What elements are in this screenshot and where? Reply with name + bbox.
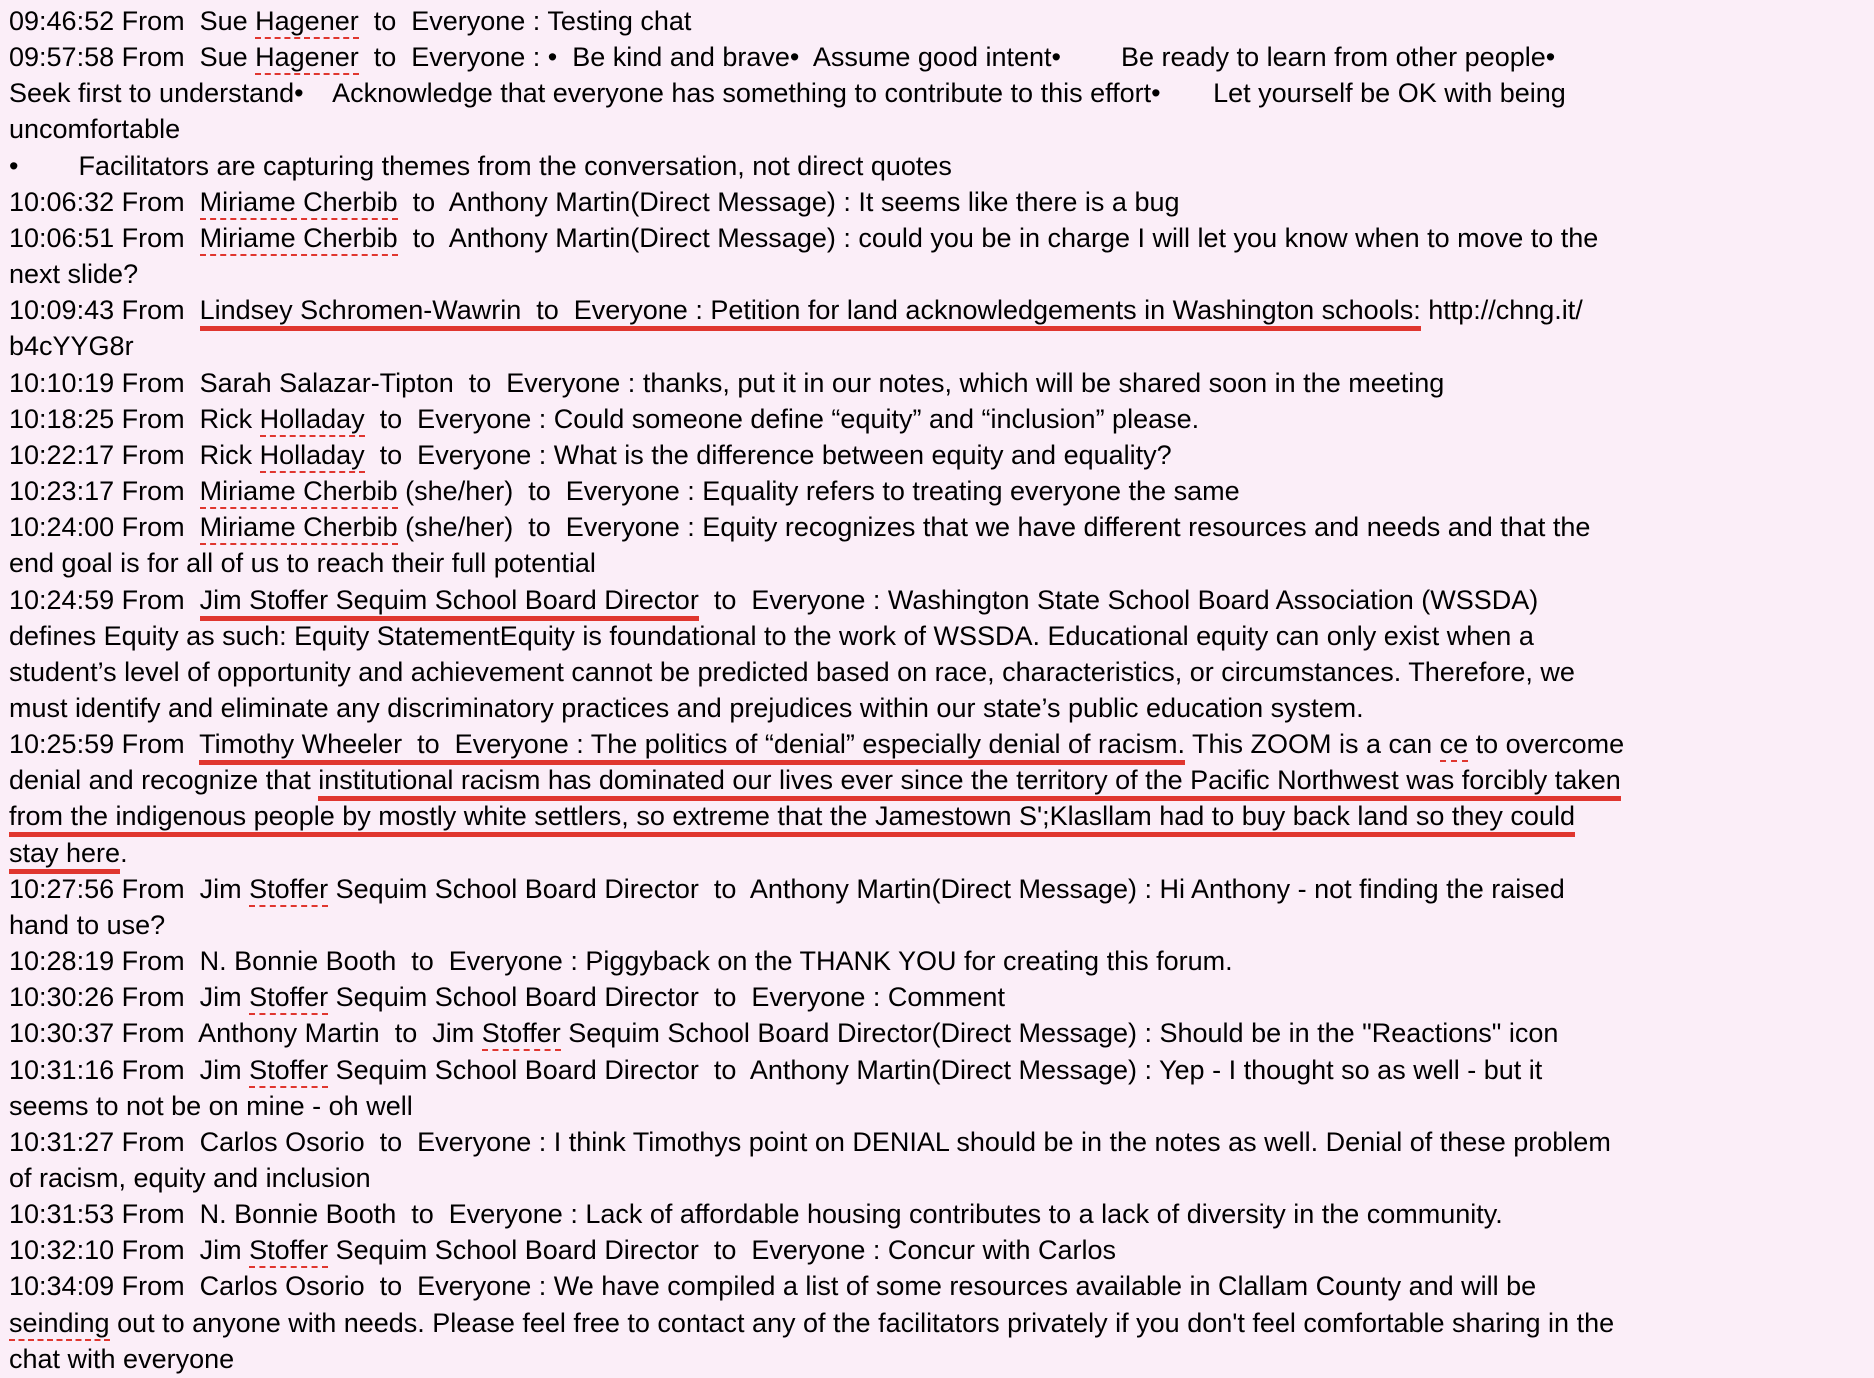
chat-line xyxy=(9,292,1866,328)
chat-line xyxy=(9,401,1866,437)
text-segment: to Everyone : What is the difference between equity and equality? xyxy=(364,439,1172,470)
text-segment: uncomfortable xyxy=(9,114,181,145)
text-segment: 10:30:26 From Jim xyxy=(9,982,250,1013)
text-segment: seems to not be on mine - oh well xyxy=(9,1090,413,1121)
misspelled-text: ce xyxy=(1440,729,1469,762)
text-segment: to Everyone : Testing chat xyxy=(358,6,692,36)
text-segment: 10:18:25 From Rick xyxy=(9,403,260,434)
text-segment: 10:30:37 From Anthony Martin to Jim xyxy=(9,1018,482,1049)
misspelled-text: Miriame Cherbib xyxy=(200,476,398,509)
chat-line xyxy=(9,1088,1866,1124)
text-segment: next slide? xyxy=(9,259,139,290)
chat-line xyxy=(9,690,1866,726)
text-segment: http://chng.it/ xyxy=(1420,295,1583,326)
text-segment: 10:27:56 From Jim xyxy=(9,873,250,904)
text-segment: 10:34:09 From Carlos Osorio to Everyone : We have compiled a list of some resources available in Clallam County and will be xyxy=(9,1271,1537,1302)
text-segment: This ZOOM is a can xyxy=(1185,729,1440,760)
chat-line xyxy=(9,871,1866,907)
misspelled-text: Stoffer xyxy=(249,1055,328,1088)
text-segment: to Anthony Martin(Direct Message) : It seems like there is a bug xyxy=(397,186,1180,217)
chat-line xyxy=(9,654,1866,690)
text-segment: 10:06:32 From xyxy=(9,186,200,217)
chat-line xyxy=(9,184,1866,220)
chat-line xyxy=(9,1124,1866,1160)
chat-line xyxy=(9,1341,1866,1377)
chat-line xyxy=(9,473,1866,509)
chat-line xyxy=(9,220,1866,256)
text-segment: . xyxy=(120,837,128,868)
text-segment: 10:24:59 From xyxy=(9,584,200,615)
text-segment: 10:23:17 From xyxy=(9,476,200,507)
text-segment: to overcome xyxy=(1468,729,1625,760)
text-segment: 10:25:59 From xyxy=(9,729,200,760)
text-segment: Sequim School Board Director(Direct Message) : Should be in the "Reactions" icon xyxy=(560,1018,1559,1049)
chat-line xyxy=(9,618,1866,654)
misspelled-text: Holladay xyxy=(260,440,365,473)
misspelled-text: seinding xyxy=(9,1308,110,1341)
chat-line xyxy=(9,256,1866,292)
text-segment: (she/her) to Everyone : Equality refers to treating everyone the same xyxy=(397,476,1240,507)
text-segment: 10:10:19 From Sarah Salazar-Tipton to Everyone : thanks, put it in our notes, which will be shared soon in the meeting xyxy=(9,367,1445,398)
text-segment: defines Equity as such: Equity StatementEquity is foundational to the work of WSSDA. Educational equity can only exist when a xyxy=(9,620,1534,651)
chat-line xyxy=(9,39,1866,75)
chat-line xyxy=(9,798,1866,834)
text-segment: 10:32:10 From Jim xyxy=(9,1235,250,1266)
text-segment: 10:24:00 From xyxy=(9,512,200,543)
chat-line xyxy=(9,545,1866,581)
chat-line xyxy=(9,1196,1866,1232)
chat-line xyxy=(9,1232,1866,1268)
text-segment: hand to use? xyxy=(9,909,166,940)
text-segment: 10:31:27 From Carlos Osorio to Everyone : I think Timothys point on DENIAL should be in the notes as well. Denial of these problem xyxy=(9,1126,1611,1157)
text-segment: student’s level of opportunity and achievement cannot be predicted based on race, characteristics, or circumstances. Therefore, we xyxy=(9,656,1575,687)
chat-line xyxy=(9,943,1866,979)
red-underlined-text: Timothy Wheeler to Everyone : The politics of “denial” especially denial of racism. xyxy=(199,729,1185,765)
text-segment: end goal is for all of us to reach their full potential xyxy=(9,548,596,579)
text-segment: 10:09:43 From xyxy=(9,295,200,326)
text-segment: Sequim School Board Director to Anthony Martin(Direct Message) : Hi Anthony - not finding the raised xyxy=(328,873,1565,904)
chat-line xyxy=(9,365,1866,401)
chat-line xyxy=(9,111,1866,147)
red-underlined-text: Jim Stoffer Sequim School Board Director xyxy=(200,585,699,621)
chat-line xyxy=(9,907,1866,943)
chat-line xyxy=(9,979,1866,1015)
text-segment: 10:31:53 From N. Bonnie Booth to Everyone : Lack of affordable housing contributes to a lack of diversity in the community. xyxy=(9,1199,1503,1230)
text-segment: b4cYYG8r xyxy=(9,331,134,362)
chat-line xyxy=(9,835,1866,871)
red-underlined-text: institutional racism has dominated our lives ever since the territory of the Pacific Northwest was forcibly taken xyxy=(318,765,1621,801)
chat-line xyxy=(9,1015,1866,1051)
text-segment: 10:22:17 From Rick xyxy=(9,439,260,470)
text-segment: to Everyone : Could someone define “equity” and “inclusion” please. xyxy=(364,403,1200,434)
text-segment: (she/her) to Everyone : Equity recognizes that we have different resources and needs and that the xyxy=(397,512,1591,543)
misspelled-text: Stoffer xyxy=(249,1235,328,1268)
misspelled-text: Miriame Cherbib xyxy=(200,187,398,220)
misspelled-text: Miriame Cherbib xyxy=(200,512,398,545)
chat-line xyxy=(9,75,1866,111)
red-underlined-text: from the indigenous people by mostly white settlers, so extreme that the Jamestown S';Klasllam had to buy back land so they could xyxy=(9,801,1575,837)
misspelled-text: Hagener xyxy=(255,42,359,75)
chat-line xyxy=(9,726,1866,762)
text-segment: 10:31:16 From Jim xyxy=(9,1054,250,1085)
text-segment: Seek first to understand• Acknowledge that everyone has something to contribute to this effort• Let yourself be OK with being xyxy=(9,78,1566,109)
text-segment: 09:46:52 From Sue xyxy=(9,6,256,36)
chat-line xyxy=(9,3,1866,39)
text-segment: to Everyone : • Be kind and brave• Assume good intent• Be ready to learn from other people• xyxy=(358,42,1556,73)
chat-line xyxy=(9,762,1866,798)
red-underlined-text: stay here xyxy=(9,838,120,874)
chat-line xyxy=(9,148,1866,184)
text-segment: to Everyone : Washington State School Board Association (WSSDA) xyxy=(698,584,1539,615)
misspelled-text: Stoffer xyxy=(249,982,328,1015)
misspelled-text: Stoffer xyxy=(249,874,328,907)
text-segment: of racism, equity and inclusion xyxy=(9,1163,371,1193)
text-segment: out to anyone with needs. Please feel free to contact any of the facilitators privately if you don't feel comfortable sharing in the xyxy=(109,1307,1615,1338)
chat-line xyxy=(9,1052,1866,1088)
misspelled-text: Hagener xyxy=(255,6,359,39)
misspelled-text: Miriame Cherbib xyxy=(200,223,398,256)
text-segment: Sequim School Board Director to Everyone : Concur with Carlos xyxy=(328,1235,1116,1266)
text-segment: Sequim School Board Director to Anthony Martin(Direct Message) : Yep - I thought so as well - but it xyxy=(328,1054,1543,1085)
chat-line xyxy=(9,509,1866,545)
text-segment: 09:57:58 From Sue xyxy=(9,42,256,73)
red-underlined-text: Lindsey Schromen-Wawrin to Everyone : Petition for land acknowledgements in Washington schools: xyxy=(200,295,1421,331)
text-segment: • Facilitators are capturing themes from the conversation, not direct quotes xyxy=(9,150,952,181)
text-segment: must identify and eliminate any discriminatory practices and prejudices within our state’s public education system. xyxy=(9,692,1364,723)
text-segment: 10:06:51 From xyxy=(9,222,200,253)
text-segment: denial and recognize that xyxy=(9,765,319,796)
chat-line xyxy=(9,1160,1866,1196)
misspelled-text: Holladay xyxy=(260,404,365,437)
chat-line xyxy=(9,582,1866,618)
chat-line xyxy=(9,437,1866,473)
text-segment: to Anthony Martin(Direct Message) : could you be in charge I will let you know when to move to the xyxy=(397,222,1599,253)
chat-line xyxy=(9,328,1866,364)
text-segment: Sequim School Board Director to Everyone : Comment xyxy=(328,982,1005,1013)
text-segment: 10:28:19 From N. Bonnie Booth to Everyone : Piggyback on the THANK YOU for creating this forum. xyxy=(9,946,1233,977)
chat-line xyxy=(9,1305,1866,1341)
misspelled-text: Stoffer xyxy=(482,1018,561,1051)
chat-line xyxy=(9,1268,1866,1304)
text-segment: chat with everyone xyxy=(9,1343,235,1374)
